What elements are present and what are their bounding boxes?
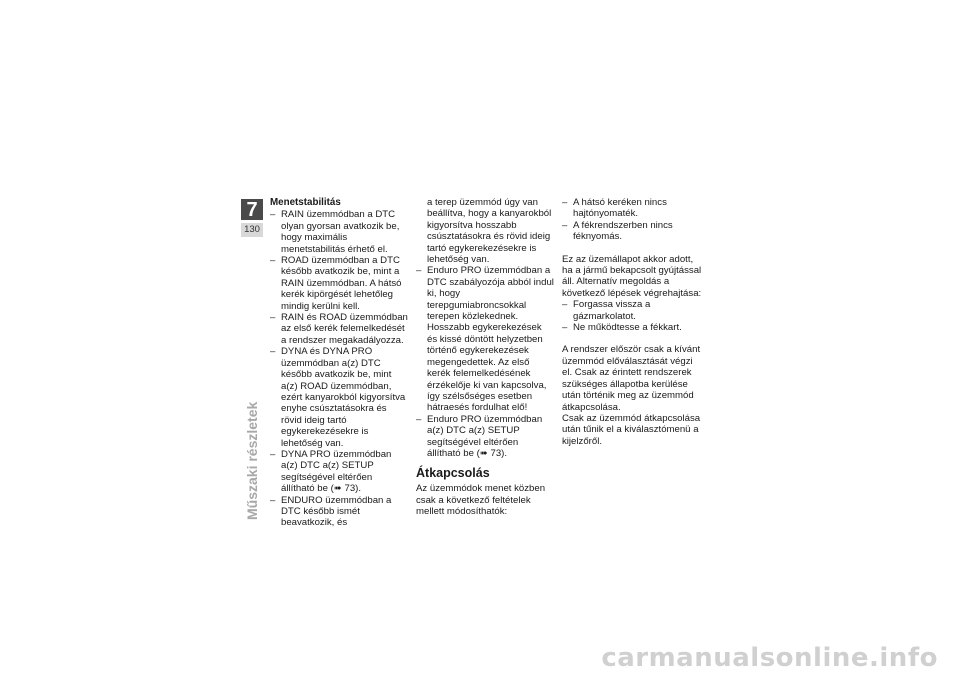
- watermark: carmanualsonline.info: [601, 643, 938, 673]
- list-item: – Ne működtesse a fékkart.: [562, 322, 702, 333]
- column-2: [416, 197, 554, 518]
- page-number: 130: [241, 223, 263, 237]
- list-item: – Forgassa vissza a gázmarkolatot.: [562, 299, 702, 322]
- list-item: – A hátsó keréken nincs hajtónyomaték.: [562, 197, 702, 220]
- list-item: – Enduro PRO üzemmódban a DTC szabályozója abból indul ki, hogy terepgumiabroncsokkal terepen közlekednek. Hosszabb egykerekezések és kissé döntött helyzetben történő egykerekezések megengedettek. Az első kerék felemelkedésének érzékelője ki van kapcsolva, így szélsőséges esetben hátraesés fordulhat elő!: [416, 265, 554, 413]
- menu-paragraph: Csak az üzemmód átkapcsolása után tűnik el a kiválasztómenü a kijelzőről.: [562, 412, 701, 447]
- stability-list: [270, 209, 408, 528]
- chapter-title-text: Műszaki részletek: [244, 401, 260, 520]
- list-item: – RAIN üzemmódban a DTC olyan gyorsan avatkozik be, hogy maximális menetstabilitás érhető el.: [270, 209, 408, 255]
- list-item: – Enduro PRO üzemmódban a(z) DTC a(z) SETUP segítségével eltérően állítható be (➠ 73).: [416, 414, 554, 460]
- enduro-list: [416, 265, 554, 459]
- section-heading-stability: Menetstabilitás: [270, 197, 341, 208]
- state-paragraph: Ez az üzemállapot akkor adott, ha a jármű bekapcsolt gyújtással áll. Alternatív megoldás a következő lépések végrehajtása:: [562, 253, 702, 299]
- preselection-paragraph: A rendszer először csak a kívánt üzemmód előválasztását végzi el. Csak az érintett rendszerek szükséges állapotba kerülése után történik meg az üzemmód átkapcsolása.: [562, 344, 701, 413]
- condition-list: [562, 197, 702, 243]
- section-heading-switching: Átkapcsolás: [416, 466, 490, 481]
- continuation-text: a terep üzemmód úgy van beállítva, hogy a kanyarokból kigyorsítva hosszabb csúsztatásokra és rövid ideig tartó egykerekezésekre is lehetőség van.: [427, 197, 552, 266]
- column-3: [562, 197, 702, 447]
- list-item: – DYNA és DYNA PRO üzemmódban a(z) DTC később avatkozik be, mint a(z) ROAD üzemmódban, ezért kanyarokból kigyorsítva enyhe csúsztatásokra és rövid ideig tartó egykerekezésekre is lehetőség van.: [270, 346, 408, 449]
- list-item: – A fékrendszerben nincs féknyomás.: [562, 220, 702, 243]
- list-item: – ENDURO üzemmódban a DTC később ismét beavatkozik, és: [270, 495, 408, 529]
- list-item: – RAIN és ROAD üzemmódban az első kerék felemelkedését a rendszer megakadályozza.: [270, 312, 408, 346]
- list-item: – ROAD üzemmódban a DTC később avatkozik be, mint a RAIN üzemmódban. A hátsó kerék kipörgését lehetőleg mindig kerülni kell.: [270, 255, 408, 312]
- switching-paragraph: Az üzemmódok menet közben csak a következő feltételek mellett módosíthatók:: [416, 483, 546, 518]
- list-item: – DYNA PRO üzemmódban a(z) DTC a(z) SETUP segítségével eltérően állítható be (➠ 73).: [270, 449, 408, 495]
- steps-list: [562, 299, 702, 333]
- chapter-tab: [241, 199, 263, 237]
- chapter-number: 7: [241, 199, 263, 220]
- column-1: [270, 197, 408, 529]
